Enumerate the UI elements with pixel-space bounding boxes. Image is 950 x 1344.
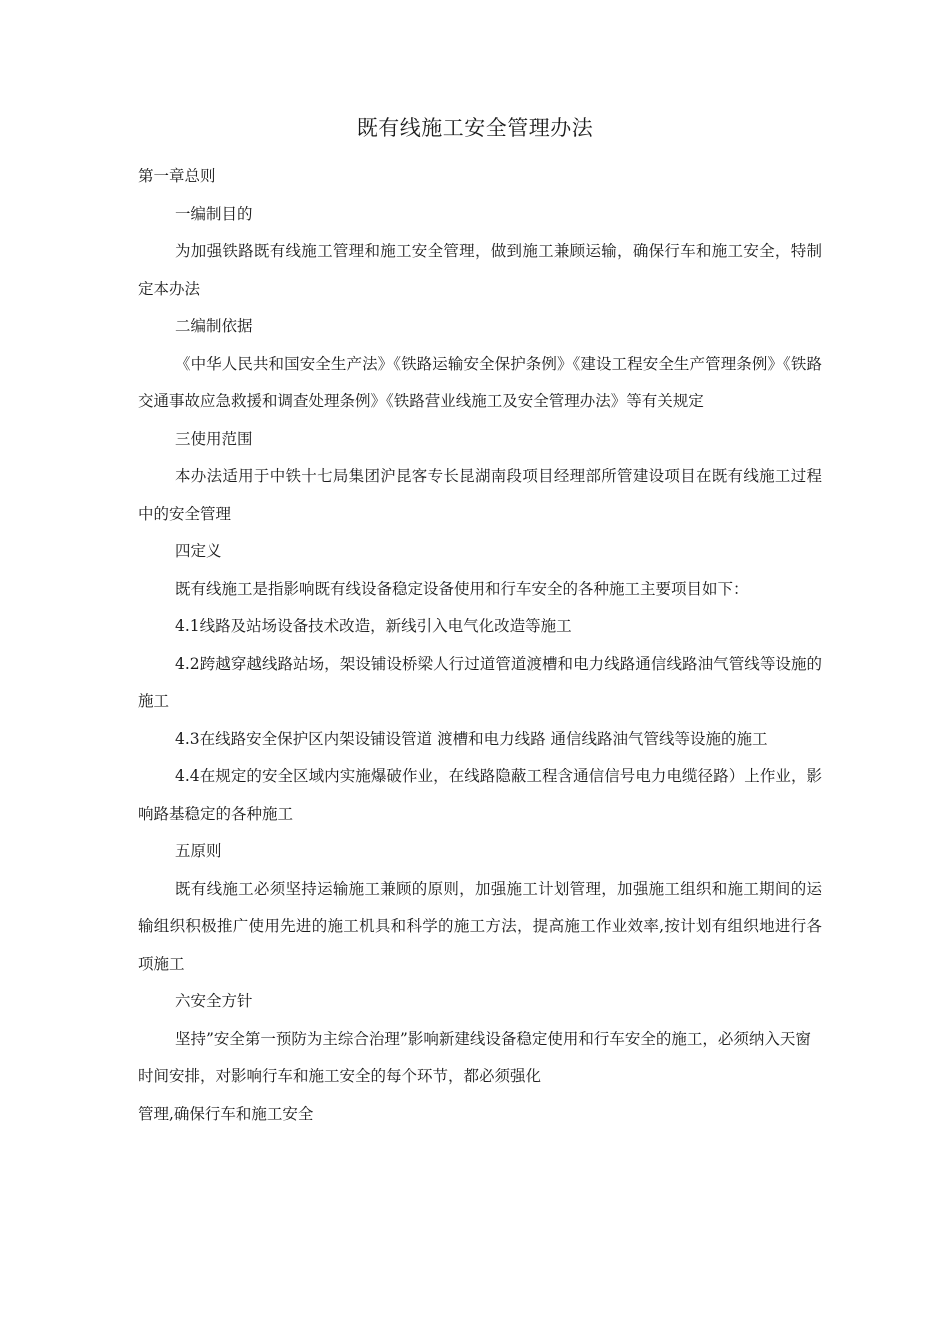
- list-item-4-2: 4.2跨越穿越线路站场，架设铺设桥梁人行过道管道渡槽和电力线路通信线路油气管线等设施的施工: [138, 654, 822, 710]
- paragraph-basis: 《中华人民共和国安全生产法》《铁路运输安全保护条例》《建设工程安全生产管理条例》《铁路交通事故应急救援和调查处理条例》《铁路营业线施工及安全管理办法》等有关规定: [138, 354, 822, 410]
- section-heading-policy: 六安全方针: [175, 992, 253, 1010]
- list-item-4-3: 4.3在线路安全保护区内架设铺设管道 渡槽和电力线路 通信线路油气管线等设施的施工: [175, 729, 768, 748]
- list-item-4-1: 4.1线路及站场设备技术改造，新线引入电气化改造等施工: [175, 617, 572, 635]
- chapter-heading: 第一章总则: [138, 167, 216, 185]
- section-heading-basis: 二编制依据: [175, 317, 253, 335]
- section-heading-definition: 四定义: [175, 542, 222, 560]
- paragraph-definition: 既有线施工是指影响既有线设备稳定设备使用和行车安全的各种施工主要项目如下：: [175, 579, 749, 598]
- paragraph-scope: 本办法适用于中铁十七局集团沪昆客专长昆湖南段项目经理部所管建设项目在既有线施工过程中的安全管理: [138, 467, 822, 523]
- document-body: [138, 158, 822, 1133]
- paragraph-policy-continued: 管理,确保行车和施工安全: [138, 1104, 314, 1123]
- section-heading-principle: 五原则: [175, 842, 222, 860]
- list-item-4-4: 4.4在规定的安全区域内实施爆破作业，在线路隐蔽工程含通信信号电力电缆径路）上作业，影响路基稳定的各种施工: [138, 767, 822, 823]
- section-heading-scope: 三使用范围: [175, 429, 253, 448]
- paragraph-policy: 坚持”安全第一预防为主综合治理”影响新建线设备稳定使用和行车安全的施工，必须纳入天窗时间安排，对影响行车和施工安全的每个环节，都必须强化: [138, 1029, 811, 1085]
- section-heading-purpose: 一编制目的: [175, 204, 253, 223]
- paragraph-principle: 既有线施工必须坚持运输施工兼顾的原则，加强施工计划管理，加强施工组织和施工期间的运输组织积极推广使用先进的施工机具和科学的施工方法，提高施工作业效率,按计划有组织地进行各项施工: [138, 879, 822, 973]
- paragraph-purpose: 为加强铁路既有线施工管理和施工安全管理，做到施工兼顾运输，确保行车和施工安全，特制定本办法: [138, 242, 822, 298]
- document-title: 既有线施工安全管理办法: [356, 116, 594, 140]
